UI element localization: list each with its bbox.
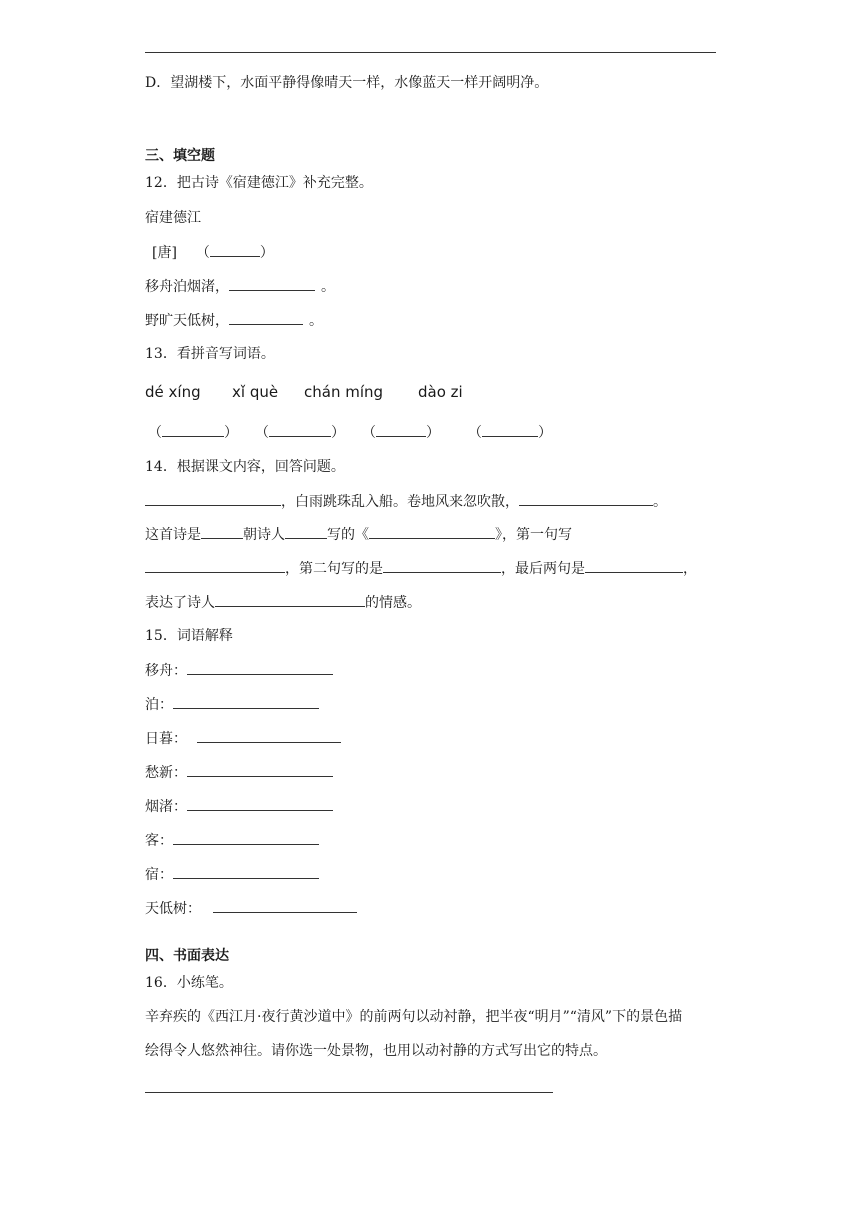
q15-blank[interactable] bbox=[173, 694, 319, 709]
q12-prompt: 12．把古诗《宿建德江》补充完整。 bbox=[145, 175, 373, 191]
q14-prompt: 14．根据课文内容，回答问题。 bbox=[145, 459, 345, 475]
q15-blank[interactable] bbox=[187, 796, 333, 811]
q12-line2: 野旷天低树， 。 bbox=[145, 310, 323, 331]
q15-item: 宿： bbox=[145, 864, 319, 885]
section-4-title: 四、书面表达 bbox=[145, 948, 229, 964]
q14-blank-2[interactable] bbox=[519, 491, 653, 506]
q15-blank[interactable] bbox=[187, 660, 333, 675]
q14-title-blank[interactable] bbox=[369, 524, 495, 539]
q13-pinyin-1: dé xíng bbox=[145, 383, 201, 401]
q14-line4: 表达了诗人 的情感。 bbox=[145, 592, 421, 613]
q13-pinyin-4: dào zi bbox=[418, 383, 463, 401]
q13-answer-3: （ ） bbox=[362, 422, 440, 443]
q14-emotion-blank[interactable] bbox=[215, 592, 365, 607]
q15-item: 天低树： bbox=[145, 898, 357, 919]
q15-item: 泊： bbox=[145, 694, 319, 715]
q14-line3: ，第二句写的是 ，最后两句是 ， bbox=[145, 558, 697, 579]
q15-blank[interactable] bbox=[187, 762, 333, 777]
q12-line1-blank[interactable] bbox=[229, 276, 315, 291]
q14-poet-blank[interactable] bbox=[285, 524, 327, 539]
q15-item: 客： bbox=[145, 830, 319, 851]
q13-answer-1: （ ） bbox=[148, 422, 238, 443]
q16-text-line1: 辛弃疾的《西江月·夜行黄沙道中》的前两句以动衬静，把半夜“明月”“清风”下的景色描 bbox=[145, 1009, 683, 1025]
q12-author-blank[interactable] bbox=[210, 242, 260, 257]
q15-blank[interactable] bbox=[213, 898, 357, 913]
q15-blank[interactable] bbox=[173, 830, 319, 845]
q12-line2-blank[interactable] bbox=[229, 310, 303, 325]
q14-blank-1[interactable] bbox=[145, 491, 281, 506]
top-divider bbox=[145, 52, 716, 53]
q12-poem-title: 宿建德江 bbox=[145, 210, 201, 226]
q14-dynasty-blank[interactable] bbox=[201, 524, 243, 539]
q14-line1: ，白雨跳珠乱入船。卷地风来忽吹散， 。 bbox=[145, 491, 667, 512]
q16-text-line2: 绘得令人悠然神往。请你选一处景物，也用以动衬静的方式写出它的特点。 bbox=[145, 1043, 607, 1059]
q16-prompt: 16．小练笔。 bbox=[145, 975, 233, 991]
q15-item: 烟渚： bbox=[145, 796, 333, 817]
q15-prompt: 15．词语解释 bbox=[145, 628, 233, 644]
q13-pinyin-3: chán míng bbox=[304, 383, 384, 401]
q15-blank[interactable] bbox=[173, 864, 319, 879]
q12-author-row: [唐] （ ） bbox=[152, 242, 274, 263]
q14-line2: 这首诗是 朝诗人 写的《 》，第一句写 bbox=[145, 524, 572, 545]
q12-line1: 移舟泊烟渚， 。 bbox=[145, 276, 335, 297]
q13-answer-2: （ ） bbox=[255, 422, 345, 443]
q15-item: 日暮： bbox=[145, 728, 341, 749]
option-d: D．望湖楼下，水面平静得像晴天一样，水像蓝天一样开阔明净。 bbox=[145, 75, 549, 91]
q15-item: 移舟： bbox=[145, 660, 333, 681]
q15-blank[interactable] bbox=[197, 728, 341, 743]
q14-blank-last[interactable] bbox=[585, 558, 683, 573]
q13-pinyin-2: xǐ què bbox=[232, 383, 279, 401]
q16-answer-line[interactable] bbox=[145, 1092, 553, 1093]
q15-item: 愁新： bbox=[145, 762, 333, 783]
q13-answer-4: （ ） bbox=[468, 422, 552, 443]
q13-blank-3[interactable] bbox=[376, 422, 426, 437]
q14-blank-line1[interactable] bbox=[145, 558, 285, 573]
q13-blank-4[interactable] bbox=[482, 422, 538, 437]
q13-blank-1[interactable] bbox=[162, 422, 224, 437]
q13-blank-2[interactable] bbox=[269, 422, 331, 437]
q13-prompt: 13．看拼音写词语。 bbox=[145, 346, 275, 362]
section-3-title: 三、填空题 bbox=[145, 148, 215, 164]
q14-blank-line2[interactable] bbox=[383, 558, 501, 573]
q12-dynasty: [唐] bbox=[152, 245, 177, 261]
